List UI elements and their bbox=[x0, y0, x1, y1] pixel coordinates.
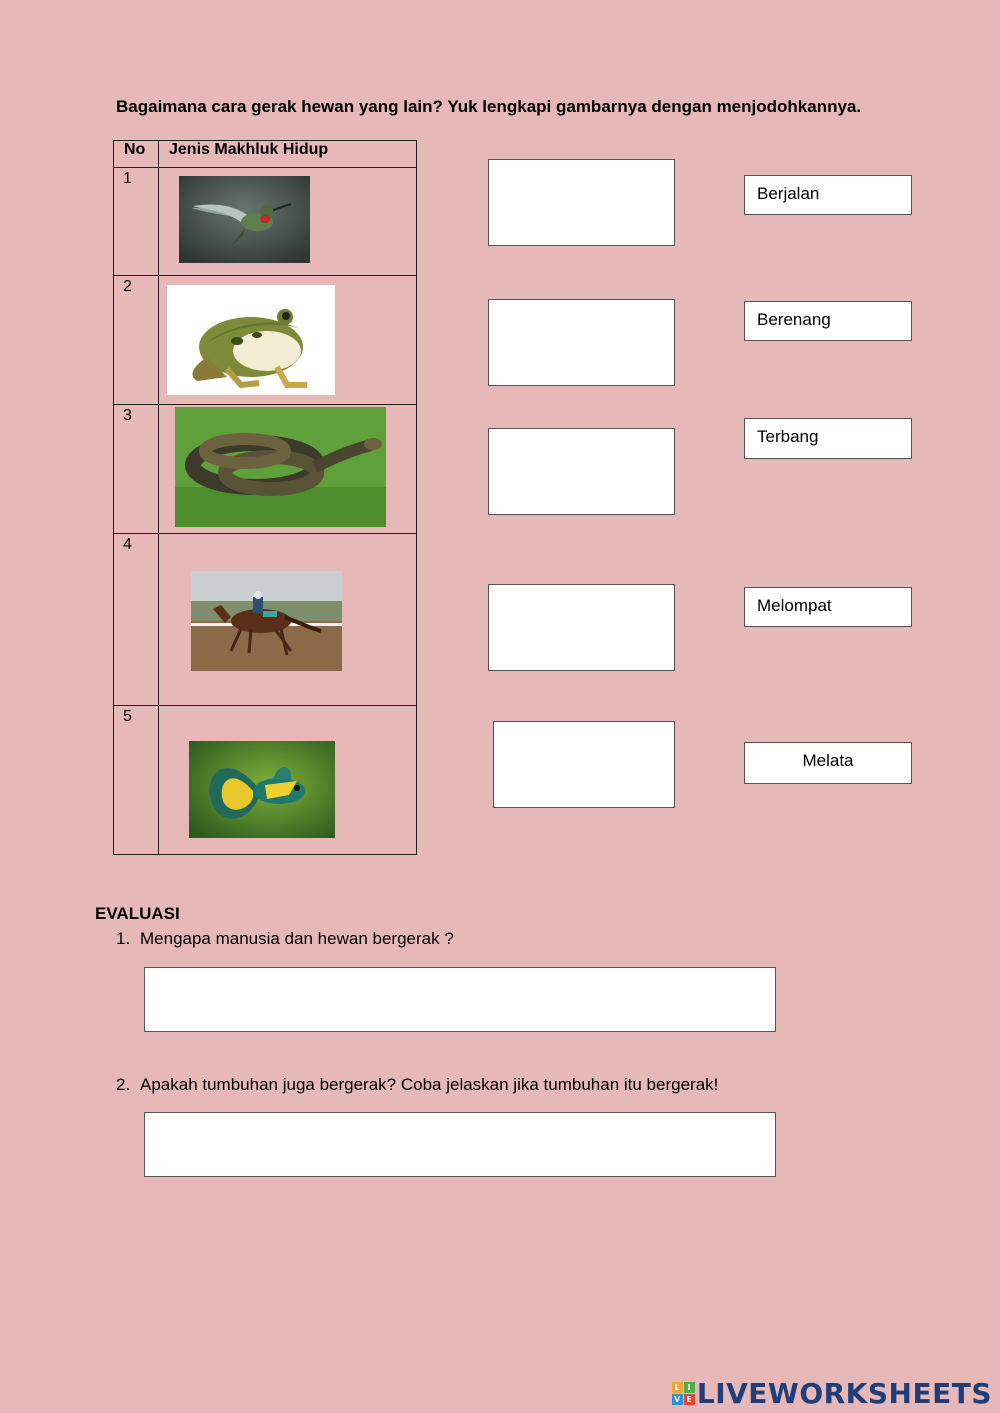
answer-field-1[interactable] bbox=[144, 967, 776, 1032]
horse-image bbox=[191, 571, 342, 671]
answer-terbang[interactable]: Terbang bbox=[744, 418, 912, 459]
answer-field-2[interactable] bbox=[144, 1112, 776, 1177]
drop-box-4[interactable] bbox=[488, 584, 675, 671]
table-row bbox=[114, 706, 417, 855]
question-number: 1. bbox=[116, 929, 131, 948]
liveworksheets-logo bbox=[672, 1377, 992, 1410]
question-text: Apakah tumbuhan juga bergerak? Coba jelaskan jika tumbuhan itu bergerak! bbox=[140, 1075, 719, 1094]
header-no: No bbox=[114, 141, 159, 168]
drop-box-1[interactable] bbox=[488, 159, 675, 246]
evaluasi-title: EVALUASI bbox=[95, 904, 180, 923]
question-text: Mengapa manusia dan hewan bergerak ? bbox=[140, 929, 454, 948]
table-row bbox=[114, 276, 417, 405]
animal-cell bbox=[159, 168, 417, 276]
answer-melata[interactable]: Melata bbox=[744, 742, 912, 784]
animal-cell bbox=[159, 405, 417, 534]
answer-berenang[interactable]: Berenang bbox=[744, 301, 912, 341]
animal-cell bbox=[159, 534, 417, 706]
logo-grid-icon: L I V E bbox=[672, 1382, 695, 1405]
python-image bbox=[175, 407, 386, 527]
table-row bbox=[114, 168, 417, 276]
row-number: 2 bbox=[114, 276, 159, 405]
table-header-row bbox=[114, 141, 417, 168]
header-jenis: Jenis Makhluk Hidup bbox=[159, 141, 417, 168]
question-number: 2. bbox=[116, 1075, 131, 1094]
answer-berjalan[interactable]: Berjalan bbox=[744, 175, 912, 215]
question-2 bbox=[116, 1075, 718, 1095]
brand-name: LIVEWORKSHEETS bbox=[696, 1377, 992, 1410]
drop-box-2[interactable] bbox=[488, 299, 675, 386]
betta-fish-image bbox=[189, 741, 335, 838]
row-number: 1 bbox=[114, 168, 159, 276]
row-number: 4 bbox=[114, 534, 159, 706]
question-1 bbox=[116, 929, 454, 949]
answer-melompat[interactable]: Melompat bbox=[744, 587, 912, 627]
instruction-text: Bagaimana cara gerak hewan yang lain? Yuk lengkapi gambarnya dengan menjodohkannya. bbox=[116, 97, 862, 116]
hummingbird-image bbox=[179, 176, 310, 263]
row-number: 3 bbox=[114, 405, 159, 534]
frog-image bbox=[167, 285, 335, 395]
table-row bbox=[114, 405, 417, 534]
animal-table bbox=[113, 140, 417, 855]
drop-box-5[interactable] bbox=[493, 721, 675, 808]
animal-cell bbox=[159, 706, 417, 855]
row-number: 5 bbox=[114, 706, 159, 855]
animal-cell bbox=[159, 276, 417, 405]
table-row bbox=[114, 534, 417, 706]
drop-box-3[interactable] bbox=[488, 428, 675, 515]
